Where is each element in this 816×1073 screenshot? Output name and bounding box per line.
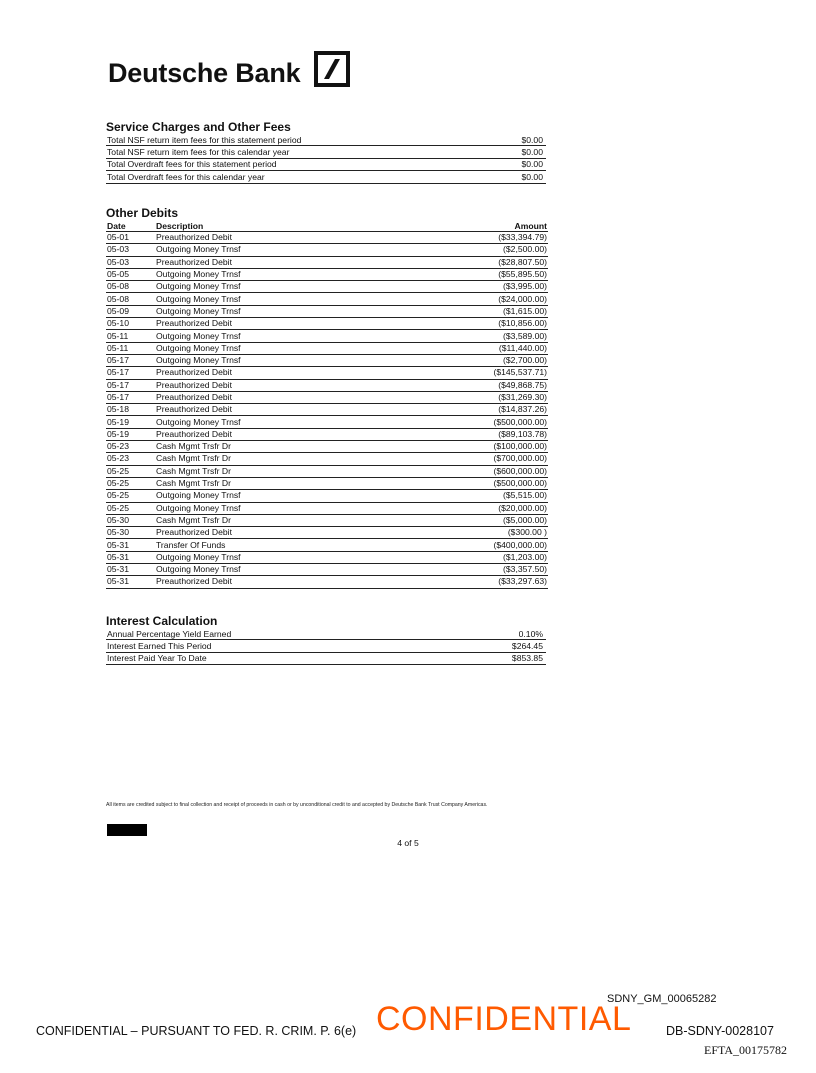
debit-amount: ($24,000.00) <box>394 293 548 305</box>
debit-amount: ($28,807.50) <box>394 256 548 268</box>
interest-row <box>106 652 546 664</box>
debit-row <box>106 453 548 465</box>
debit-row <box>106 232 548 244</box>
debit-date: 05-25 <box>106 502 155 514</box>
interest-row <box>106 628 546 640</box>
debit-row <box>106 268 548 280</box>
row-label: Total NSF return item fees for this calendar year <box>106 146 496 158</box>
debit-description: Preauthorized Debit <box>155 256 394 268</box>
debit-description: Preauthorized Debit <box>155 367 394 379</box>
debit-description: Outgoing Money Trnsf <box>155 416 394 428</box>
confidential-stamp: CONFIDENTIAL <box>376 1000 632 1038</box>
debit-amount: ($400,000.00) <box>394 539 548 551</box>
debit-description: Preauthorized Debit <box>155 527 394 539</box>
debit-amount: ($500,000.00) <box>394 416 548 428</box>
debit-date: 05-05 <box>106 268 155 280</box>
debit-description: Outgoing Money Trnsf <box>155 268 394 280</box>
debit-date: 05-18 <box>106 404 155 416</box>
debit-amount: ($33,394.79) <box>394 232 548 244</box>
debit-description: Cash Mgmt Trsfr Dr <box>155 477 394 489</box>
confidential-notice: CONFIDENTIAL – PURSUANT TO FED. R. CRIM. P. 6(e) <box>36 1024 357 1038</box>
debit-date: 05-17 <box>106 367 155 379</box>
debit-description: Outgoing Money Trnsf <box>155 244 394 256</box>
debit-description: Outgoing Money Trnsf <box>155 564 394 576</box>
debit-date: 05-17 <box>106 379 155 391</box>
debit-row <box>106 330 548 342</box>
debit-description: Outgoing Money Trnsf <box>155 354 394 366</box>
debit-date: 05-01 <box>106 232 155 244</box>
debit-row <box>106 391 548 403</box>
debit-row <box>106 441 548 453</box>
debit-row <box>106 244 548 256</box>
debit-amount: ($33,297.63) <box>394 576 548 588</box>
debit-date: 05-25 <box>106 477 155 489</box>
page-number: 4 of 5 <box>397 838 419 848</box>
debit-date: 05-09 <box>106 305 155 317</box>
debit-description: Cash Mgmt Trsfr Dr <box>155 441 394 453</box>
debit-date: 05-19 <box>106 416 155 428</box>
debit-amount: ($89,103.78) <box>394 428 548 440</box>
row-value: 0.10% <box>451 628 546 640</box>
debit-row <box>106 576 548 588</box>
debit-date: 05-30 <box>106 514 155 526</box>
debit-amount: ($49,868.75) <box>394 379 548 391</box>
row-label: Annual Percentage Yield Earned <box>106 628 451 640</box>
debit-amount: ($3,357.50) <box>394 564 548 576</box>
debit-amount: ($2,500.00) <box>394 244 548 256</box>
debit-date: 05-31 <box>106 539 155 551</box>
other-debits-table <box>106 221 548 589</box>
debit-date: 05-23 <box>106 441 155 453</box>
row-label: Total NSF return item fees for this statement period <box>106 134 496 146</box>
debit-row <box>106 367 548 379</box>
debit-row <box>106 293 548 305</box>
debits-header-row <box>106 221 548 232</box>
deutsche-bank-slash-icon <box>314 51 350 87</box>
row-value: $0.00 <box>496 146 546 158</box>
debit-description: Outgoing Money Trnsf <box>155 330 394 342</box>
debit-date: 05-17 <box>106 354 155 366</box>
row-value: $0.00 <box>496 171 546 183</box>
debit-description: Preauthorized Debit <box>155 379 394 391</box>
row-label: Total Overdraft fees for this statement period <box>106 158 496 170</box>
debit-description: Outgoing Money Trnsf <box>155 293 394 305</box>
disclaimer-text: All items are credited subject to final collection and receipt of proceeds in cash or by unconditional credit to and accepted by Deutsche Bank Trust Company Americas. <box>106 802 488 808</box>
debit-date: 05-31 <box>106 576 155 588</box>
debit-date: 05-25 <box>106 465 155 477</box>
debit-row <box>106 281 548 293</box>
interest-row <box>106 640 546 652</box>
service-charges-table <box>106 134 546 184</box>
row-label: Interest Paid Year To Date <box>106 652 451 664</box>
debit-description: Preauthorized Debit <box>155 232 394 244</box>
other-debits-title: Other Debits <box>106 206 179 220</box>
sdny-reference: SDNY_GM_00065282 <box>607 993 717 1005</box>
debit-amount: ($100,000.00) <box>394 441 548 453</box>
debit-amount: ($145,537.71) <box>394 367 548 379</box>
debit-description: Outgoing Money Trnsf <box>155 502 394 514</box>
debit-row <box>106 551 548 563</box>
debit-description: Preauthorized Debit <box>155 318 394 330</box>
debit-row <box>106 379 548 391</box>
debit-date: 05-11 <box>106 342 155 354</box>
debit-description: Preauthorized Debit <box>155 576 394 588</box>
debit-description: Cash Mgmt Trsfr Dr <box>155 465 394 477</box>
debit-amount: ($11,440.00) <box>394 342 548 354</box>
debit-date: 05-08 <box>106 281 155 293</box>
debit-amount: ($2,700.00) <box>394 354 548 366</box>
debit-row <box>106 256 548 268</box>
debit-amount: ($300.00 ) <box>394 527 548 539</box>
debit-date: 05-25 <box>106 490 155 502</box>
debit-date: 05-23 <box>106 453 155 465</box>
debit-row <box>106 527 548 539</box>
debit-description: Outgoing Money Trnsf <box>155 281 394 293</box>
debit-date: 05-03 <box>106 256 155 268</box>
debit-description: Cash Mgmt Trsfr Dr <box>155 514 394 526</box>
debit-description: Outgoing Money Trnsf <box>155 305 394 317</box>
debit-description: Transfer Of Funds <box>155 539 394 551</box>
debit-amount: ($500,000.00) <box>394 477 548 489</box>
debit-row <box>106 404 548 416</box>
debit-date: 05-30 <box>106 527 155 539</box>
row-value: $0.00 <box>496 158 546 170</box>
debit-description: Preauthorized Debit <box>155 404 394 416</box>
debit-row <box>106 318 548 330</box>
fee-row <box>106 134 546 146</box>
debit-amount: ($3,589.00) <box>394 330 548 342</box>
debit-row <box>106 342 548 354</box>
debit-amount: ($14,837.26) <box>394 404 548 416</box>
bank-name: Deutsche Bank <box>108 57 301 88</box>
fee-row <box>106 146 546 158</box>
row-label: Interest Earned This Period <box>106 640 451 652</box>
date-column-header: Date <box>106 221 155 232</box>
debit-description: Outgoing Money Trnsf <box>155 490 394 502</box>
debit-amount: ($600,000.00) <box>394 465 548 477</box>
debit-description: Cash Mgmt Trsfr Dr <box>155 453 394 465</box>
debit-date: 05-31 <box>106 564 155 576</box>
debit-row <box>106 502 548 514</box>
debit-row <box>106 477 548 489</box>
debit-amount: ($31,269.30) <box>394 391 548 403</box>
debit-row <box>106 465 548 477</box>
amount-column-header: Amount <box>394 221 548 232</box>
debit-date: 05-19 <box>106 428 155 440</box>
debit-description: Outgoing Money Trnsf <box>155 342 394 354</box>
fee-row <box>106 158 546 170</box>
debit-row <box>106 416 548 428</box>
service-charges-title: Service Charges and Other Fees <box>106 120 291 134</box>
debit-description: Preauthorized Debit <box>155 391 394 403</box>
debit-row <box>106 490 548 502</box>
row-value: $853.85 <box>451 652 546 664</box>
debit-date: 05-17 <box>106 391 155 403</box>
debit-date: 05-03 <box>106 244 155 256</box>
bank-logo <box>108 52 350 94</box>
redaction-bar <box>107 824 147 836</box>
debit-row <box>106 539 548 551</box>
efta-reference: EFTA_00175782 <box>704 1043 788 1057</box>
db-sdny-reference: DB-SDNY-0028107 <box>666 1024 774 1038</box>
debit-date: 05-08 <box>106 293 155 305</box>
debit-date: 05-31 <box>106 551 155 563</box>
description-column-header: Description <box>155 221 394 232</box>
debit-description: Preauthorized Debit <box>155 428 394 440</box>
debit-amount: ($5,000.00) <box>394 514 548 526</box>
debit-row <box>106 514 548 526</box>
interest-calculation-title: Interest Calculation <box>106 614 218 628</box>
debit-row <box>106 564 548 576</box>
debit-row <box>106 305 548 317</box>
row-label: Total Overdraft fees for this calendar year <box>106 171 496 183</box>
debit-description: Outgoing Money Trnsf <box>155 551 394 563</box>
interest-calculation-table <box>106 628 546 665</box>
debit-amount: ($1,203.00) <box>394 551 548 563</box>
debit-amount: ($20,000.00) <box>394 502 548 514</box>
row-value: $0.00 <box>496 134 546 146</box>
debit-amount: ($55,895.50) <box>394 268 548 280</box>
debit-row <box>106 428 548 440</box>
fee-row <box>106 171 546 183</box>
row-value: $264.45 <box>451 640 546 652</box>
debit-amount: ($3,995.00) <box>394 281 548 293</box>
debit-row <box>106 354 548 366</box>
debit-amount: ($10,856.00) <box>394 318 548 330</box>
debit-date: 05-10 <box>106 318 155 330</box>
debit-amount: ($700,000.00) <box>394 453 548 465</box>
debit-amount: ($5,515.00) <box>394 490 548 502</box>
debit-amount: ($1,615.00) <box>394 305 548 317</box>
debit-date: 05-11 <box>106 330 155 342</box>
